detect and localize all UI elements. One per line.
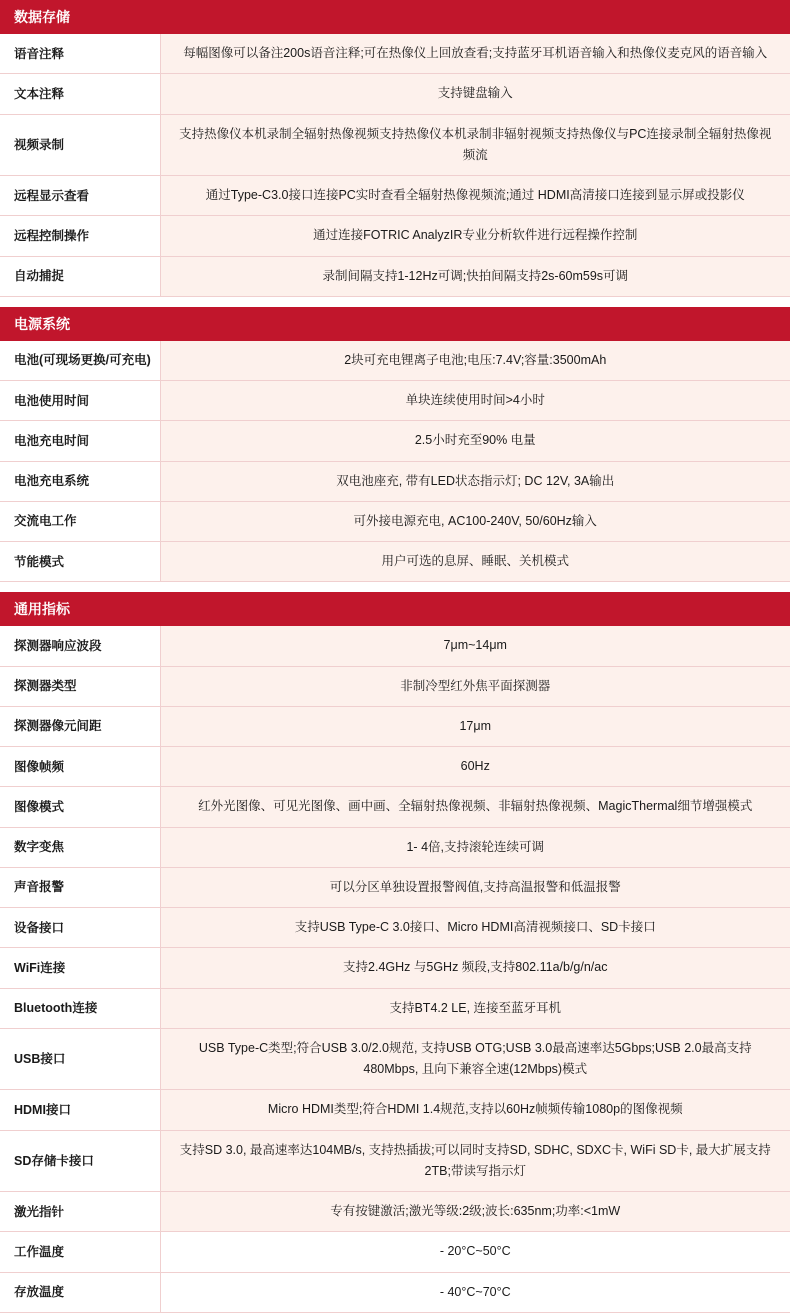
table-row [0,867,790,907]
spec-label: 图像模式 [0,787,160,827]
spec-value: 2.5小时充至90% 电量 [160,421,790,461]
spec-label: 视频录制 [0,114,160,176]
table-row [0,114,790,176]
spec-label: 存放温度 [0,1272,160,1312]
table-row [0,908,790,948]
spec-value: 支持SD 3.0, 最高速率达104MB/s, 支持热插拔;可以同时支持SD, SDHC, SDXC卡, WiFi SD卡, 最大扩展支持2TB;带读写指示灯 [160,1130,790,1192]
spec-label: 文本注释 [0,74,160,114]
table-row [0,1272,790,1312]
spec-label: 远程显示查看 [0,176,160,216]
spec-label: 电池充电时间 [0,421,160,461]
section-header-power-system [0,307,790,341]
table-row [0,256,790,296]
spec-value: - 40°C~70°C [160,1272,790,1312]
spec-value: 录制间隔支持1-12Hz可调;快拍间隔支持2s-60m59s可调 [160,256,790,296]
table-row [0,1090,790,1130]
table-row [0,706,790,746]
spec-value: 用户可选的息屏、睡眠、关机模式 [160,542,790,582]
table-row [0,1192,790,1232]
spec-value: 红外光图像、可见光图像、画中画、全辐射热像视频、非辐射热像视频、MagicThermal细节增强模式 [160,787,790,827]
spec-value: 单块连续使用时间>4小时 [160,381,790,421]
spec-value: 可以分区单独设置报警阀值,支持高温报警和低温报警 [160,867,790,907]
spec-label: 工作温度 [0,1232,160,1272]
table-row [0,216,790,256]
table-row [0,176,790,216]
table-row [0,787,790,827]
spec-label: 电池使用时间 [0,381,160,421]
spec-label: 数字变焦 [0,827,160,867]
spec-label: 探测器类型 [0,666,160,706]
spec-label: 声音报警 [0,867,160,907]
table-row [0,948,790,988]
spec-value: 7μm~14μm [160,626,790,666]
table-row [0,827,790,867]
table-row [0,1028,790,1090]
table-row [0,501,790,541]
spec-value: 专有按键激活;激光等级:2级;波长:635nm;功率:<1mW [160,1192,790,1232]
spec-label: 探测器像元间距 [0,706,160,746]
spec-label: 节能模式 [0,542,160,582]
spec-value: 通过连接FOTRIC AnalyzIR专业分析软件进行远程操作控制 [160,216,790,256]
table-row [0,1130,790,1192]
section-header-data-storage [0,0,790,34]
section-gap [0,296,790,307]
spec-value: 支持BT4.2 LE, 连接至蓝牙耳机 [160,988,790,1028]
spec-label: SD存储卡接口 [0,1130,160,1192]
spec-value: 支持2.4GHz 与5GHz 频段,支持802.11a/b/g/n/ac [160,948,790,988]
spec-label: WiFi连接 [0,948,160,988]
spec-value: - 20°C~50°C [160,1232,790,1272]
spec-value: 通过Type-C3.0接口连接PC实时查看全辐射热像视频流;通过 HDMI高清接口连接到显示屏或投影仪 [160,176,790,216]
spec-label: Bluetooth连接 [0,988,160,1028]
spec-value: 60Hz [160,747,790,787]
spec-label: 图像帧频 [0,747,160,787]
table-row [0,34,790,74]
spec-value: 每幅图像可以备注200s语音注释;可在热像仪上回放查看;支持蓝牙耳机语音输入和热像仪麦克风的语音输入 [160,34,790,74]
table-row [0,74,790,114]
spec-value: 非制冷型红外焦平面探测器 [160,666,790,706]
table-row [0,988,790,1028]
table-row [0,381,790,421]
spec-value: 双电池座充, 带有LED状态指示灯; DC 12V, 3A输出 [160,461,790,501]
spec-value: USB Type-C类型;符合USB 3.0/2.0规范, 支持USB OTG;USB 3.0最高速率达5Gbps;USB 2.0最高支持480Mbps, 且向下兼容全速(12Mbps)模式 [160,1028,790,1090]
table-row [0,542,790,582]
table-row [0,666,790,706]
spec-label: 电池(可现场更换/可充电) [0,341,160,381]
spec-label: 设备接口 [0,908,160,948]
spec-label: 激光指针 [0,1192,160,1232]
spec-label: 远程控制操作 [0,216,160,256]
spec-value: 17μm [160,706,790,746]
table-row [0,461,790,501]
table-row [0,421,790,461]
section-header-label: 数据存储 [0,0,790,34]
spec-label: 语音注释 [0,34,160,74]
section-header-label: 通用指标 [0,592,790,626]
spec-label: 探测器响应波段 [0,626,160,666]
spec-value: 可外接电源充电, AC100-240V, 50/60Hz输入 [160,501,790,541]
table-row [0,626,790,666]
spec-label: 交流电工作 [0,501,160,541]
spec-value: 支持热像仪本机录制全辐射热像视频支持热像仪本机录制非辐射视频支持热像仪与PC连接录制全辐射热像视频流 [160,114,790,176]
section-header-general-specs [0,592,790,626]
spec-value: 2块可充电锂离子电池;电压:7.4V;容量:3500mAh [160,341,790,381]
spec-value: 1- 4倍,支持滚轮连续可调 [160,827,790,867]
spec-label: 电池充电系统 [0,461,160,501]
spec-label: 自动捕捉 [0,256,160,296]
section-gap [0,582,790,593]
table-row [0,1232,790,1272]
table-row [0,747,790,787]
spec-value: 支持键盘输入 [160,74,790,114]
spec-value: 支持USB Type-C 3.0接口、Micro HDMI高清视频接口、SD卡接口 [160,908,790,948]
section-header-label: 电源系统 [0,307,790,341]
table-row [0,341,790,381]
spec-label: USB接口 [0,1028,160,1090]
spec-value: Micro HDMI类型;符合HDMI 1.4规范,支持以60Hz帧频传输1080p的图像视频 [160,1090,790,1130]
spec-label: HDMI接口 [0,1090,160,1130]
